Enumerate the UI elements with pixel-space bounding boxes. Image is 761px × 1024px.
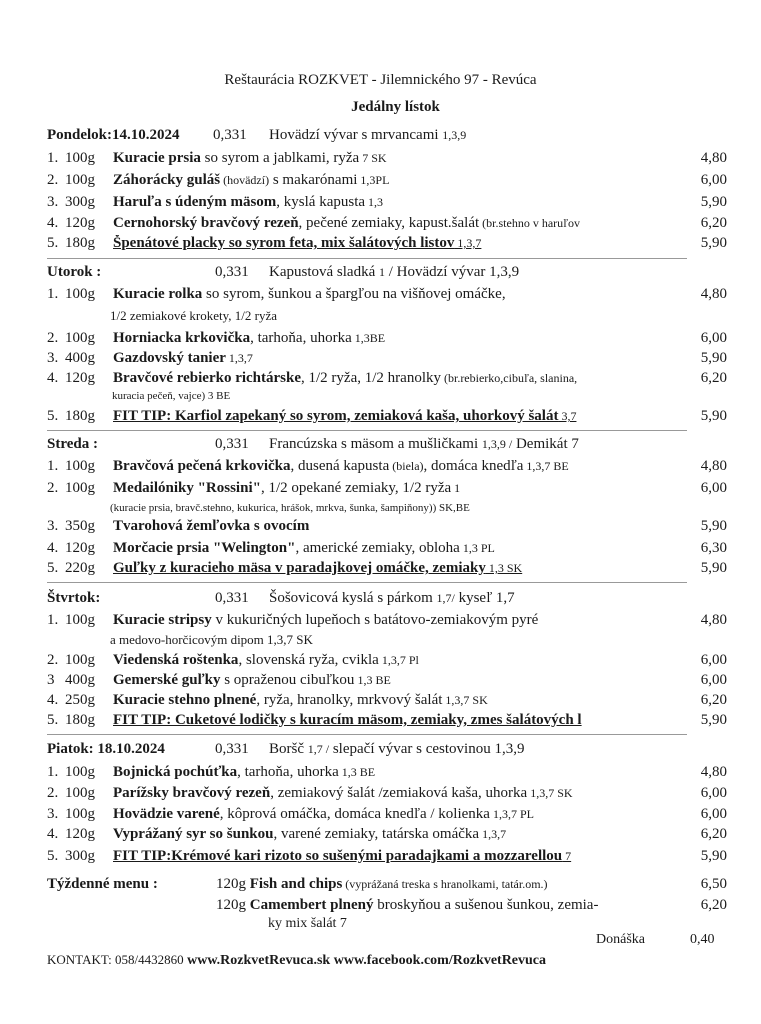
soup-allergens: 1,3,9	[442, 128, 467, 142]
item-price: 6,20	[687, 370, 727, 387]
weekly-item	[216, 876, 727, 896]
soup-allergens: 1,3,9 /	[481, 437, 513, 451]
menu-item	[47, 194, 727, 214]
item-name: FIT TIP: Karfiol zapekaný so syrom, zemiaková kaša, uhorkový šalát	[113, 408, 559, 424]
item-weight: 180g	[65, 712, 95, 728]
item-continuation: 1/2 zemiakové krokety, 1/2 ryža	[110, 308, 278, 323]
item-name: Haruľa s údeným mäsom	[113, 194, 277, 210]
item-allergens: 7 SK	[359, 151, 387, 165]
website-link[interactable]: www.RozkvetRevuca.sk	[183, 953, 331, 968]
item-sides: , tarhoňa, uhorka	[250, 330, 352, 346]
item-allergens: (br.stehno v haruľov	[479, 216, 581, 230]
soup-portion: 0,331	[215, 436, 249, 452]
weekly-continuation: ky mix šalát 7	[268, 916, 347, 931]
item-name: Tvarohová žemľovka s ovocím	[113, 518, 310, 534]
item-sides: , kôprová omáčka, domáca knedľa / kolienka	[219, 806, 490, 822]
item-weight: 300g	[65, 194, 95, 210]
item-name: Medailóniky "Rossini"	[113, 480, 261, 496]
item-name: Kuracie prsia	[113, 150, 201, 166]
item-weight: 100g	[65, 652, 95, 668]
section-divider	[47, 430, 687, 431]
item-price: 5,90	[687, 560, 727, 577]
day-header	[47, 127, 727, 147]
item-name: Vyprážaný syr so šunkou	[113, 826, 274, 842]
contact-phone: KONTAKT: 058/4432860	[47, 952, 184, 967]
soup-allergens: 1,7/	[436, 591, 455, 605]
item-description	[113, 150, 685, 167]
item-number: 5.	[47, 408, 59, 424]
day-name: Piatok: 18.10.2024	[47, 741, 165, 757]
item-number: 3.	[47, 194, 59, 210]
menu-item	[47, 612, 727, 632]
delivery-label: Donáška	[596, 932, 645, 947]
item-price: 4,80	[687, 150, 727, 167]
weekly-name: Camembert plnený	[249, 897, 374, 913]
item-weight: 350g	[65, 518, 95, 534]
item-allergens: 1,3 BE	[354, 673, 391, 687]
item-weight: 100g	[65, 172, 95, 188]
item-weight: 120g	[65, 215, 95, 231]
soup-alt: slepačí vývar s cestovinou 1,3,9	[329, 741, 525, 757]
item-weight: 250g	[65, 692, 95, 708]
item-description	[113, 172, 685, 189]
soup-portion: 0,331	[215, 741, 249, 757]
item-allergens: 1,3 PL	[459, 541, 495, 555]
weekly-weight: 120g	[216, 897, 250, 913]
item-weight: 100g	[65, 480, 95, 496]
item-weight: 100g	[65, 764, 95, 780]
day-header	[47, 436, 727, 456]
soup-name: Hovädzí vývar s mrvancami 1,3,9	[269, 127, 467, 143]
item-description	[113, 712, 685, 729]
item-number: 4.	[47, 826, 59, 842]
item-sides: , varené zemiaky, tatárska omáčka	[273, 826, 480, 842]
item-price: 6,20	[687, 215, 727, 232]
soup-name: Kapustová sladká 1 / Hovädzí vývar 1,3,9	[269, 264, 520, 280]
item-weight: 100g	[65, 806, 95, 822]
item-sides: , dusená kapusta	[290, 458, 390, 474]
item-weight: 120g	[65, 540, 95, 556]
item-sides: , americké zemiaky, obloha	[295, 540, 460, 556]
item-sides: , 1/2 opekané zemiaky, 1/2 ryža	[260, 480, 452, 496]
item-sides: , zemiakový šalát /zemiaková kaša, uhorka	[270, 785, 528, 801]
item-number: 4.	[47, 692, 59, 708]
soup-portion: 0,331	[215, 590, 249, 606]
item-description	[113, 370, 685, 387]
item-name: Bojnická pochúťka	[113, 764, 238, 780]
item-note: (biela)	[389, 459, 424, 473]
item-number: 2.	[47, 330, 59, 346]
menu-item	[47, 370, 727, 390]
item-continuation: kuracia pečeň, vajce) 3 BE	[112, 390, 231, 402]
item-price: 6,20	[687, 826, 727, 843]
item-name: Gemerské guľky	[113, 672, 221, 688]
menu-item	[47, 826, 727, 846]
item-allergens: 3,7	[558, 409, 577, 423]
soup-name: Šošovicová kyslá s párkom 1,7/ kyseľ 1,7	[269, 590, 515, 606]
item-weight: 100g	[65, 458, 95, 474]
menu-item	[47, 408, 727, 428]
menu-item	[47, 330, 727, 350]
item-description	[113, 560, 685, 577]
item-number: 3.	[47, 518, 59, 534]
soup-portion: 0,331	[215, 264, 249, 280]
item-description	[113, 612, 685, 629]
menu-item	[47, 150, 727, 170]
item-price: 6,00	[687, 806, 727, 823]
menu-item	[47, 672, 727, 692]
soup-name: Boršč 1,7 / slepačí vývar s cestovinou 1,3,9	[269, 741, 525, 757]
item-number: 1.	[47, 286, 59, 302]
weekly-name: Fish and chips	[249, 876, 343, 892]
item-sides: so syrom a jablkami, ryža	[200, 150, 360, 166]
item-description	[113, 652, 685, 669]
menu-item	[47, 172, 727, 192]
weekly-description	[216, 897, 685, 914]
item-number: 1.	[47, 612, 59, 628]
item-allergens: (br.rebierko,cibuľa, slanina,	[440, 371, 578, 385]
delivery-price: 0,40	[690, 932, 715, 947]
item-name: Špenátové placky so syrom feta, mix šalátových listov	[113, 235, 455, 251]
item-allergens: 1,3 SK	[485, 561, 523, 575]
day-header	[47, 264, 727, 284]
weekly-item	[216, 897, 727, 917]
item-name: Bravčová pečená krkovička	[113, 458, 291, 474]
item-price: 5,90	[687, 518, 727, 535]
item-name: Parížsky bravčový rezeň	[113, 785, 271, 801]
weekly-weight: 120g	[216, 876, 250, 892]
weekly-menu-label: Týždenné menu :	[47, 876, 158, 892]
item-price: 6,30	[687, 540, 727, 557]
section-divider	[47, 258, 687, 259]
item-note: (hovädzí)	[220, 173, 270, 187]
item-sides: , slovenská ryža, cvikla	[238, 652, 379, 668]
item-allergens: 1,3BE	[351, 331, 386, 345]
menu-item	[47, 215, 727, 235]
item-price: 4,80	[687, 612, 727, 629]
soup-allergens: 1	[378, 265, 385, 279]
item-weight: 300g	[65, 848, 95, 864]
item-sides-2: , domáca knedľa	[423, 458, 524, 474]
weekly-note: (vyprážaná treska s hranolkami, tatár.om.)	[342, 877, 548, 891]
item-description	[113, 518, 685, 535]
menu-item	[47, 480, 727, 500]
item-allergens: 1	[451, 481, 461, 495]
item-name: Bravčové rebierko richtárske	[113, 370, 302, 386]
item-description	[113, 826, 685, 843]
item-number: 2.	[47, 785, 59, 801]
menu-item	[47, 518, 727, 538]
item-name: Kuracie stripsy	[113, 612, 212, 628]
item-sides: s opraženou cibuľkou	[220, 672, 355, 688]
item-weight: 100g	[65, 330, 95, 346]
item-weight: 180g	[65, 235, 95, 251]
item-weight: 120g	[65, 826, 95, 842]
menu-item	[47, 286, 727, 306]
item-name: Horniacka krkovička	[113, 330, 251, 346]
item-name: Morčacie prsia "Welington"	[113, 540, 296, 556]
menu-item	[47, 652, 727, 672]
item-description	[113, 764, 685, 781]
item-description	[113, 672, 685, 689]
soup-alt: kyseľ 1,7	[454, 590, 515, 606]
item-number: 4.	[47, 540, 59, 556]
item-allergens: 1,3,7 PL	[489, 807, 534, 821]
item-allergens: 1,3,7 SK	[527, 786, 573, 800]
section-divider	[47, 582, 687, 583]
item-allergens: 1,3,7	[454, 236, 482, 250]
item-continuation: a medovo-horčicovým dipom 1,3,7 SK	[110, 632, 313, 647]
day-name: Utorok :	[47, 264, 102, 280]
weekly-sides: broskyňou a sušenou šunkou, zemia-	[373, 897, 599, 913]
item-number: 5.	[47, 848, 59, 864]
item-sides: s makarónami	[269, 172, 358, 188]
item-allergens: 1,3 BE	[338, 765, 376, 779]
item-name: Kuracie stehno plnené	[113, 692, 257, 708]
item-number: 4.	[47, 370, 59, 386]
item-name: Cernohorský bravčový rezeň	[113, 215, 299, 231]
item-number: 5.	[47, 235, 59, 251]
item-weight: 400g	[65, 350, 95, 366]
item-price: 5,90	[687, 408, 727, 425]
soup-alt: Demikát 7	[512, 436, 579, 452]
item-price: 6,00	[687, 480, 727, 497]
item-number: 2.	[47, 652, 59, 668]
menu-item	[47, 764, 727, 784]
soup-alt: / Hovädzí vývar 1,3,9	[384, 264, 520, 280]
item-name: Kuracie rolka	[113, 286, 203, 302]
item-weight: 100g	[65, 286, 95, 302]
item-price: 6,00	[687, 785, 727, 802]
item-allergens: 1,3,7 SK	[442, 693, 488, 707]
weekly-description	[216, 876, 685, 893]
item-number: 3.	[47, 806, 59, 822]
item-weight: 100g	[65, 785, 95, 801]
menu-item	[47, 848, 727, 868]
day-name: Streda :	[47, 436, 98, 452]
item-description	[113, 235, 685, 252]
menu-item	[47, 560, 727, 580]
footer-contact	[47, 952, 546, 969]
day-name: Pondelok:14.10.2024	[47, 127, 180, 143]
item-description	[113, 330, 685, 347]
item-price: 6,00	[687, 652, 727, 669]
section-divider	[47, 734, 687, 735]
item-allergens: 7	[562, 849, 572, 863]
day-name: Štvrtok:	[47, 590, 101, 606]
item-price: 4,80	[687, 286, 727, 303]
item-price: 4,80	[687, 458, 727, 475]
item-name: Viedenská roštenka	[113, 652, 239, 668]
item-price: 6,00	[687, 672, 727, 689]
weekly-price: 6,50	[687, 876, 727, 893]
item-continuation: (kuracie prsia, bravč.stehno, kukurica, hrášok, mrkva, šunka, šampiňony)) SK,BE	[110, 502, 470, 514]
item-number: 3.	[47, 350, 59, 366]
item-price: 5,90	[687, 350, 727, 367]
item-sides: , tarhoňa, uhorka	[237, 764, 339, 780]
item-description	[113, 785, 685, 802]
menu-item	[47, 806, 727, 826]
item-description	[113, 458, 685, 475]
day-header	[47, 590, 727, 610]
item-description	[113, 692, 685, 709]
item-weight: 180g	[65, 408, 95, 424]
item-number: 4.	[47, 215, 59, 231]
item-description	[113, 408, 685, 425]
item-allergens: 1,3,7 BE	[523, 459, 569, 473]
item-description	[113, 480, 685, 497]
day-header	[47, 741, 727, 761]
item-number: 5.	[47, 712, 59, 728]
soup-name: Francúzska s mäsom a mušličkami 1,3,9 / Demikát 7	[269, 436, 579, 452]
soup-allergens: 1,7 /	[307, 742, 330, 756]
item-sides: , ryža, hranolky, mrkvový šalát	[256, 692, 443, 708]
item-weight: 100g	[65, 612, 95, 628]
item-description	[113, 286, 685, 303]
item-name: Guľky z kuracieho mäsa v paradajkovej omáčke, zemiaky	[113, 560, 486, 576]
item-weight: 220g	[65, 560, 95, 576]
item-allergens: 1,3,7	[479, 827, 507, 841]
item-price: 6,00	[687, 172, 727, 189]
item-sides: , pečené zemiaky, kapust.šalát	[298, 215, 480, 231]
item-name: FIT TIP: Cuketové lodičky s kuracím mäsom, zemiaky, zmes šalátových l	[113, 712, 582, 728]
item-description	[113, 215, 685, 232]
item-description	[113, 540, 685, 557]
item-sides: , kyslá kapusta	[276, 194, 366, 210]
item-number: 2.	[47, 172, 59, 188]
item-number: 3	[47, 672, 55, 688]
item-allergens: 1,3,7 Pl	[378, 653, 419, 667]
item-price: 5,90	[687, 848, 727, 865]
item-number: 1.	[47, 150, 59, 166]
facebook-link[interactable]: www.facebook.com/RozkvetRevuca	[330, 953, 547, 968]
item-weight: 400g	[65, 672, 95, 688]
item-sides: v kukuričných lupeňoch s batátovo-zemiakovým pyré	[211, 612, 539, 628]
restaurant-header: Reštaurácia ROZKVET - Jilemnického 97 - Revúca	[224, 72, 537, 88]
menu-item	[47, 235, 727, 255]
item-price: 5,90	[687, 235, 727, 252]
item-price: 5,90	[687, 712, 727, 729]
page-title: Jedálny lístok	[351, 99, 440, 115]
item-price: 6,00	[687, 330, 727, 347]
item-description	[113, 806, 685, 823]
menu-item	[47, 712, 727, 732]
item-name: Hovädzie varené	[113, 806, 220, 822]
menu-item	[47, 692, 727, 712]
item-sides: so syrom, šunkou a špargľou na višňovej omáčke,	[202, 286, 506, 302]
item-description	[113, 848, 685, 865]
item-allergens: 1,3PL	[357, 173, 390, 187]
item-allergens: 1,3,7	[225, 351, 253, 365]
item-name: Gazdovský tanier	[113, 350, 226, 366]
weekly-price: 6,20	[687, 897, 727, 914]
soup-portion: 0,331	[213, 127, 247, 143]
item-name: Záhorácky guláš	[113, 172, 221, 188]
item-allergens: 1,3	[365, 195, 384, 209]
menu-item	[47, 540, 727, 560]
menu-item	[47, 350, 727, 370]
item-weight: 120g	[65, 370, 95, 386]
item-price: 4,80	[687, 764, 727, 781]
item-weight: 100g	[65, 150, 95, 166]
item-price: 5,90	[687, 194, 727, 211]
item-number: 5.	[47, 560, 59, 576]
item-number: 2.	[47, 480, 59, 496]
item-description	[113, 350, 685, 367]
item-number: 1.	[47, 458, 59, 474]
item-number: 1.	[47, 764, 59, 780]
item-sides: , 1/2 ryža, 1/2 hranolky	[301, 370, 441, 386]
item-description	[113, 194, 685, 211]
menu-item	[47, 785, 727, 805]
menu-item	[47, 458, 727, 478]
item-name: FIT TIP:Krémové kari rizoto so sušenými paradajkami a mozzarellou	[113, 848, 563, 864]
item-price: 6,20	[687, 692, 727, 709]
